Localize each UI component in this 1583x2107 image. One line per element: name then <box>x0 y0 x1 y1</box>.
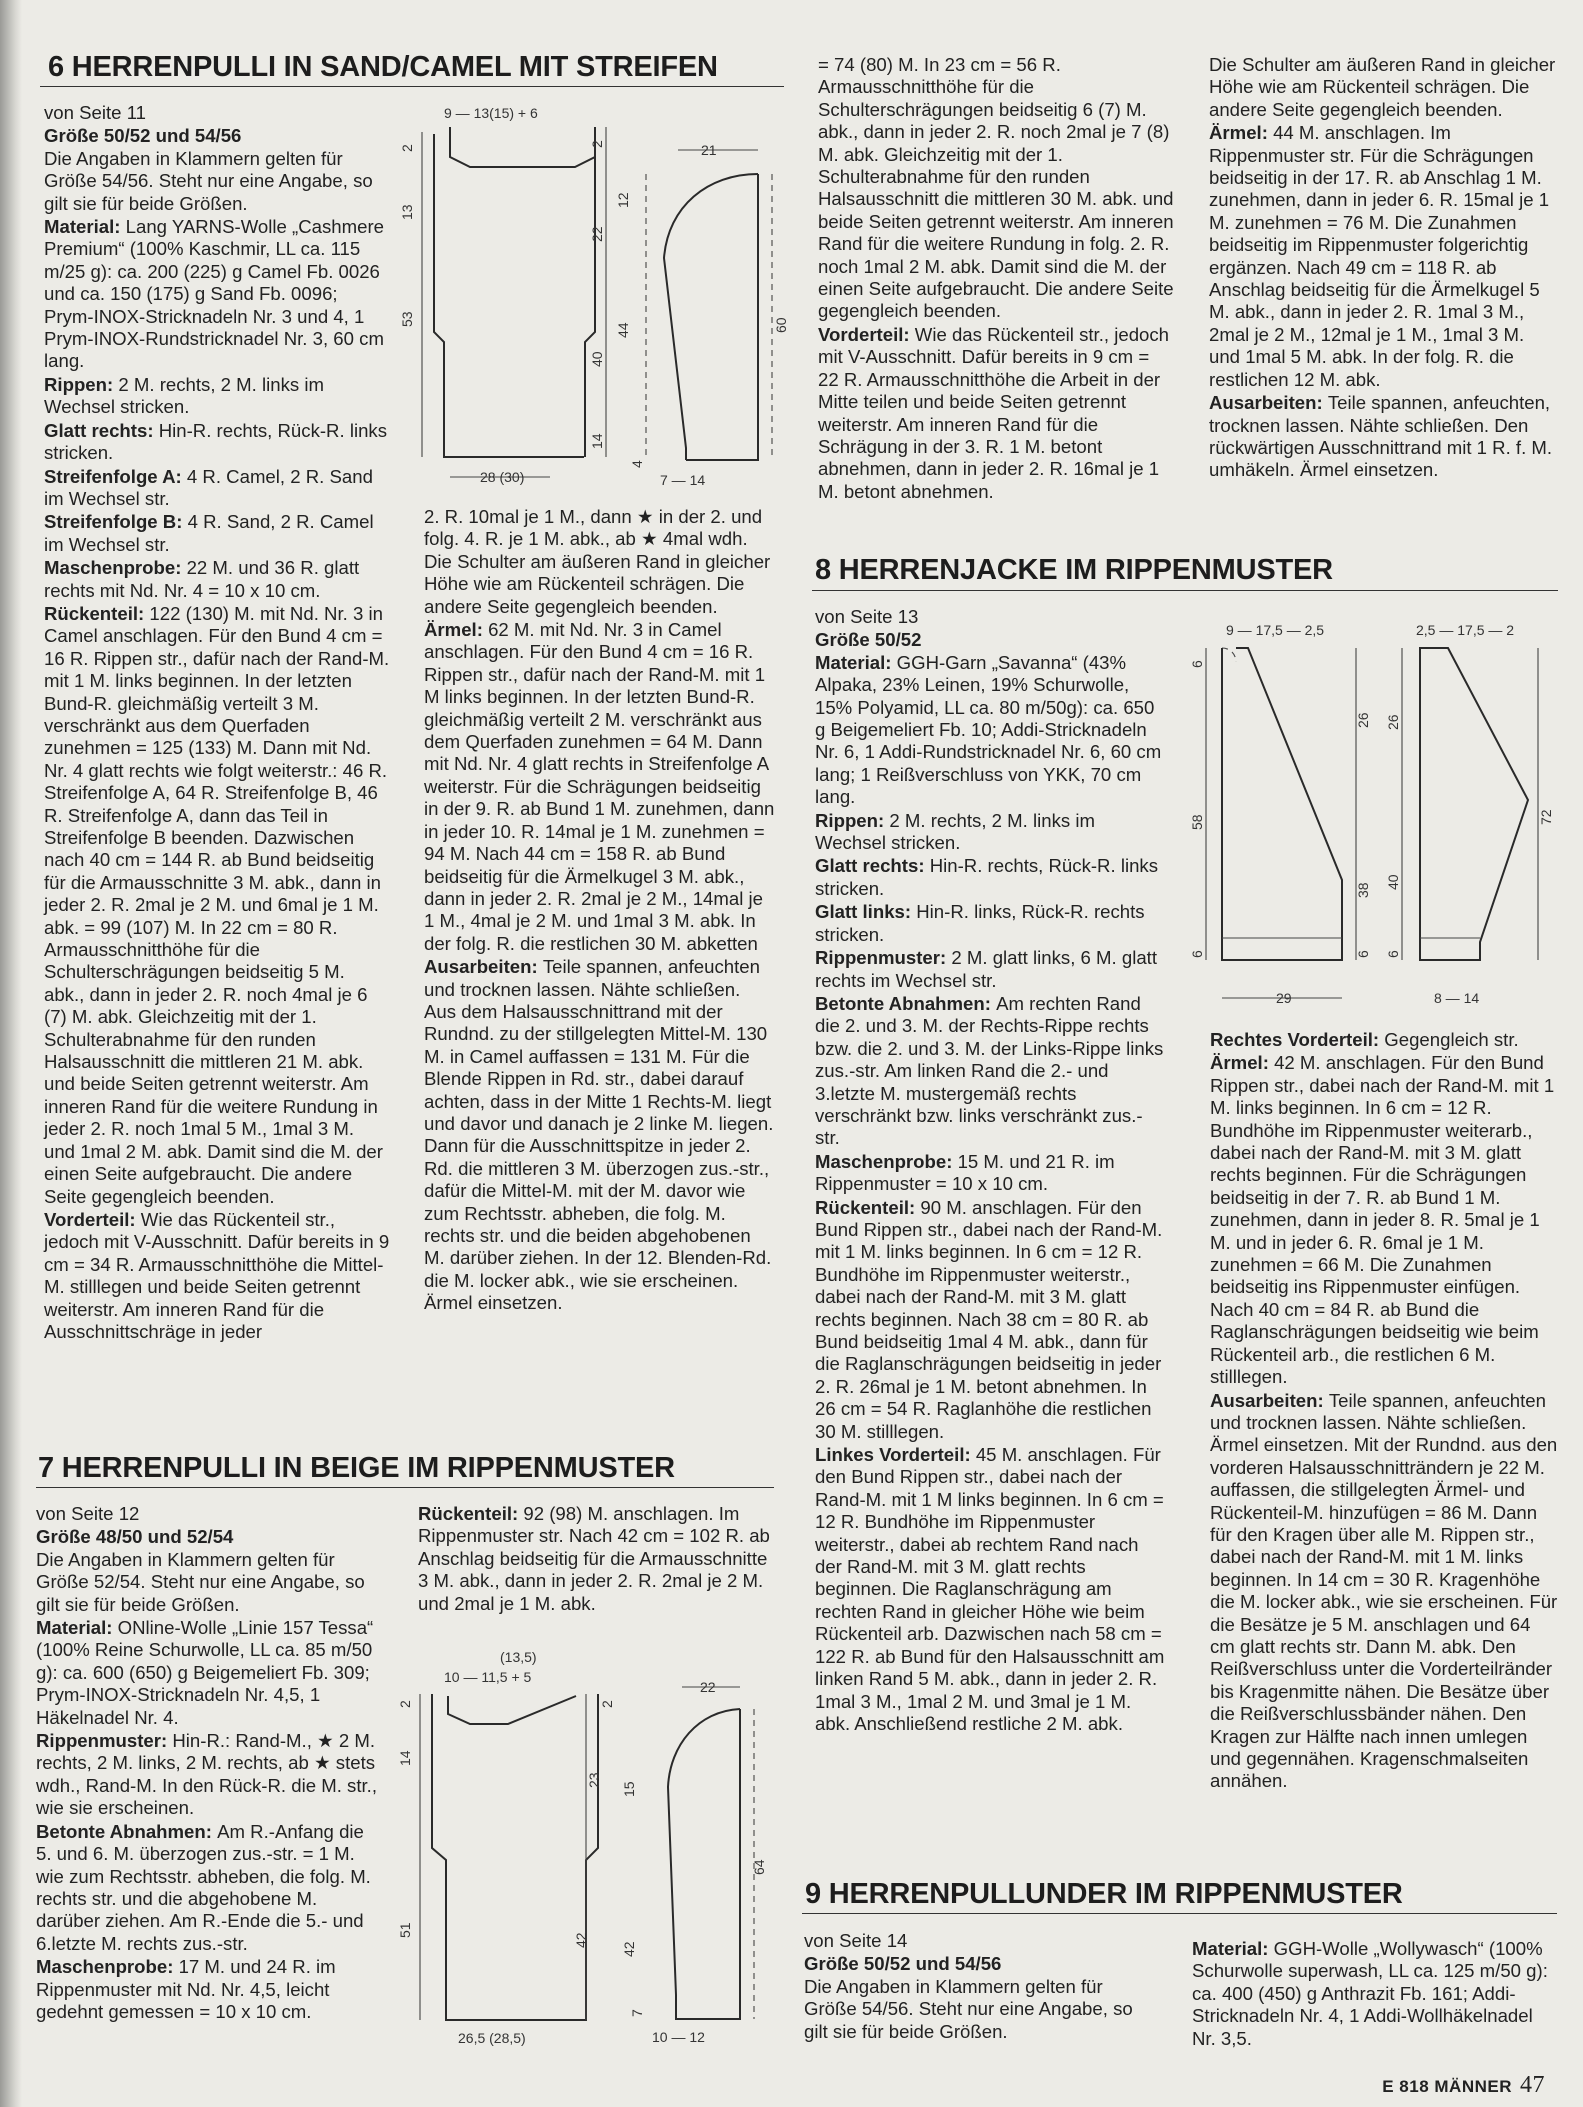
paragraph-heading: Material: <box>44 216 126 238</box>
paragraph-text: Die Angaben in Klammern gelten für Größe 54/56. Steht nur eine Angabe, so gilt sie für beide Größen. <box>804 1975 1133 2042</box>
section-9-col-1 <box>804 1930 1154 2043</box>
section-9-col-2 <box>1192 1938 1550 2050</box>
paragraph <box>36 1617 381 1729</box>
paragraph <box>815 901 1165 946</box>
neckline <box>450 127 595 167</box>
section-8-col-2 <box>1210 1029 1558 1793</box>
section-6-col-1-text <box>44 148 390 1344</box>
section-6-sleeve-diagram <box>615 138 798 493</box>
paragraph <box>815 855 1165 900</box>
paragraph-text: Teile spannen, anfeuchten und trocknen lassen. Nähte schließen. Ärmel einsetzen. Mit der Rundnd. aus den vorderen Halsausschnitträndern je 22 M. auffassen, die stillgelegten Ärmel- und Rückenteil-M. hinzufügen = 86 M. Dann für den Kragen über alle M. Rippen str., dabei nach der Rand-M. mit 1 M. links beginnen. In 14 cm = 30 R. Kragenhöhe die M. locker abk., wie sie erscheinen. Für die Besätze je 5 M. anschlagen und 64 cm glatt rechts str. Dann M. abk. Den Reißverschluss unter die Vorderteilränder bis Kragenmitte nähen. Die Besätze über die Reißverschlussbänder nähen. Den Kragen zur Hälfte nach innen umlegen und gegennähen. Kragenschmalseiten annähen. <box>1210 1389 1558 1792</box>
paragraph-text: 4 R. Camel, 2 R. Sand im Wechsel str. <box>44 465 373 509</box>
dim-left-1: 2 <box>397 1700 413 1708</box>
dim-left-2: 40 <box>1385 874 1401 890</box>
paragraph-text: Lang YARNS-Wolle „Cashmere Premium“ (100% Kaschmir, LL ca. 115 m/25 g): ca. 200 (225) g Camel Fb. 0026 und ca. 150 (175) g Sand Fb. 0096; Prym-INOX-Stricknadeln Nr. 3 und 4, 1 Prym-INOX-Rundstricknadel Nr. 3, 60 cm lang. <box>44 216 384 372</box>
paragraph-heading: Material: <box>1192 1938 1274 1959</box>
dim-right-3: 42 <box>573 1932 589 1948</box>
paragraph-heading: Rippenmuster: <box>815 947 952 969</box>
paragraph-text: Hin-R.: Rand-M., ★ 2 M. rechts, 2 M. links, 2 M. rechts, ab ★ stets wdh., Rand-M. In den Rück-R. die M. str., wie sie erscheinen. <box>36 1730 378 1819</box>
paragraph-heading: Betonte Abnahmen: <box>36 1820 218 1842</box>
paragraph <box>36 1730 381 1820</box>
dim-right: 72 <box>1538 809 1554 825</box>
section-8-rule <box>812 590 1558 591</box>
section-7-col-1 <box>36 1503 381 2023</box>
paragraph-heading: Rippen: <box>44 373 119 395</box>
paragraph-text: Die Angaben in Klammern gelten für Größe 54/56. Steht nur eine Angabe, so gilt sie für beide Größen. <box>44 147 373 214</box>
section-9-title: 9 HERRENPULLUNDER IM RIPPENMUSTER <box>805 1878 1403 1910</box>
outline-right <box>585 127 595 457</box>
paragraph-text: ONline-Wolle „Linie 157 Tessa“ (100% Reine Schurwolle, LL ca. 85 m/50 g): ca. 600 (650) g Beigemeliert Fb. 309; Prym-INOX-Stricknadeln Nr. 4,5, 1 Häkelnadel Nr. 4. <box>36 1617 374 1728</box>
dim-right-2: 44 <box>615 322 631 338</box>
paragraph-text: 17 M. und 24 R. im Rippenmuster mit Nd. Nr. 4,5, leicht gedehnt gemessen = 10 x 10 cm. <box>36 1956 336 2022</box>
paragraph-text: Hin-R. rechts, Rück-R. links stricken. <box>815 855 1159 899</box>
dim-width: 28 (30) <box>480 469 525 485</box>
dim-top: 2,5 — 17,5 — 2 <box>1416 622 1515 638</box>
outline <box>1222 648 1342 960</box>
paragraph-text: 62 M. mit Nd. Nr. 3 in Camel anschlagen. Für den Bund 4 cm = 16 R. Rippen str., dafür nach der Rand-M. mit 1 M links beginnen. In der letzten Bund-R. gleichmäßig verteilt 2 M. verschränkt aus dem Querfaden zunehmen = 64 M. Dann mit Nd. Nr. 4 glatt rechts in Streifenfolge A weiterstr. Für die Schrägungen beidseitig in der 9. R. ab Bund 1 M. zunehmen, dann in jeder 10. R. 14mal je 1 M. zunehmen = 94 M. Nach 44 cm = 158 R. ab Bund beidseitig für die Ärmelkugel 3 M. abk., dann in jeder 2. R. 2mal je 2 M., 14mal je 1 M., 4mal je 2 M. und 1mal 3 M. abk. In der folg. R. die restlichen 30 M. abketten <box>424 619 775 954</box>
dim-left: 4 <box>629 460 645 468</box>
paragraph-text: Teile spannen, anfeuchten, trocknen lassen. Nähte schließen. Den rückwärtigen Ausschnittrand mit 1 R. f. M. umhäkeln. Ärmel einsetzen. <box>1209 392 1553 481</box>
dim-width: 8 — 14 <box>1434 990 1480 1006</box>
paragraph-text: 4 R. Sand, 2 R. Camel im Wechsel str. <box>44 511 374 555</box>
paragraph <box>815 947 1165 992</box>
paragraph-text: Am rechten Rand die 2. und 3. M. der Rechts-Rippe rechts bzw. die 2. und 3. M. der Links-Rippe links zus.-str. Am linken Rand die 2.- und 3.letzte M. mustergemäß rechts verschränkt bzw. links verschränkt zus.-str. <box>815 992 1164 1149</box>
paragraph-heading: Glatt rechts: <box>44 419 159 441</box>
section-6-size: Größe 50/52 und 54/56 <box>44 125 242 147</box>
paragraph <box>424 506 776 618</box>
section-6-col-3 <box>818 54 1174 503</box>
paragraph-text: 45 M. anschlagen. Für den Bund Rippen str., dabei nach der Rand-M. mit 1 M links beginnen. In 6 cm = 12 R. Bundhöhe im Rippenmuster weiterstr., dabei ab rechtem Rand nach der Rand-M. mit 3 M. glatt rechts beginnen. Die Raglanschrägung am rechten Rand in gleicher Höhe wie beim Rückenteil arb. Dazwischen nach 58 cm = 122 R. ab Bund für den Halsausschnitt am linken Rand 5 M. abk., dann in jeder 2. R. 1mal 3 M., 1mal 2 M. und 3mal je 1 M. abk. Anschließend restliche 2 M. abk. <box>815 1444 1165 1734</box>
paragraph-text: Hin-R. rechts, Rück-R. links stricken. <box>44 419 388 464</box>
paragraph <box>44 511 390 556</box>
section-8-col-2-text <box>1210 1029 1558 1793</box>
paragraph-heading: Rippen: <box>815 809 890 831</box>
paragraph-text: Die Angaben in Klammern gelten für Größe 52/54. Steht nur eine Angabe, so gilt sie für beide Größen. <box>36 1548 365 1615</box>
section-6-title: 6 HERRENPULLI IN SAND/CAMEL MIT STREIFEN <box>48 51 718 83</box>
paragraph <box>36 1821 381 1955</box>
paragraph-text: 15 M. und 21 R. im Rippenmuster = 10 x 10 cm. <box>815 1150 1115 1195</box>
paragraph <box>424 619 776 955</box>
neck-curve <box>1222 648 1236 662</box>
dim-right-3: 40 <box>589 351 605 367</box>
section-7-col-1-text <box>36 1549 381 2024</box>
dim-left-3: 51 <box>397 1922 413 1938</box>
section-9-source: von Seite 14 <box>804 1930 908 1951</box>
paragraph <box>44 374 390 419</box>
paragraph-text: 42 M. anschlagen. Für den Bund Rippen str., dabei nach der Rand-M. mit 1 M. links beginnen. In 6 cm = 12 R. Bundhöhe im Rippenmuster weiterarb., dabei nach der Rand-M. mit 3 M. glatt rechts beginnen. Für die Schrägungen beidseitig in der 7. R. ab Bund 1 M. zunehmen, dann in jeder 8. R. 5mal je 1 M. und in jeder 6. R. 6mal je 1 M. zunehmen = 66 M. Die Zunahmen beidseitig ins Rippenmuster einfügen. Nach 40 cm = 84 R. ab Bund die Raglanschrägungen beidseitig wie beim Rückenteil arb., die restlichen 6 M. stilllegen. <box>1210 1052 1555 1388</box>
sleeve-right <box>686 174 758 460</box>
paragraph <box>1210 1029 1558 1051</box>
dim-top: 9 — 17,5 — 2,5 <box>1226 622 1325 638</box>
paragraph <box>804 1976 1154 2043</box>
section-6-col-2 <box>424 506 776 1315</box>
dim-right-2: 23 <box>586 1772 602 1788</box>
paragraph <box>36 1549 381 1616</box>
paragraph <box>44 557 390 602</box>
outline-left <box>434 134 584 457</box>
paragraph-text: 90 M. anschlagen. Für den Bund Rippen str., dabei nach der Rand-M. mit 1 M. links beginnen. In 6 cm = 12 R. Bundhöhe im Rippenmuster weiterstr., dabei nach der Rand-M. mit 3 M. glatt rechts beginnen. Nach 38 cm = 80 R. ab Bund beidseitig 1mal 4 M. abk., dann für die Raglanschrägungen beidseitig in jeder 2. R. 26mal je 1 M. betont abnehmen. In 26 cm = 54 R. Raglanhöhe die restlichen 30 M. stilllegen. <box>815 1196 1163 1442</box>
section-7-source: von Seite 12 <box>36 1503 140 1524</box>
section-7-title: 7 HERRENPULLI IN BEIGE IM RIPPENMUSTER <box>38 1452 675 1484</box>
paragraph-text: 122 (130) M. mit Nd. Nr. 3 in Camel anschlagen. Für den Bund 4 cm = 16 R. Rippen str., dafür nach der Rand-M. mit 1 M. links beginnen. In der letzten Bund-R. gleichmäßig verteilt 3 M. verschränkt aus dem Querfaden zunehmen = 125 (133) M. Dann mit Nd. Nr. 4 glatt rechts wie folgt weiterstr.: 46 R. Streifenfolge A, 64 R. Streifenfolge B, 46 R. Streifenfolge A, dann das Teil in Streifenfolge B beenden. Dazwischen nach 40 cm = 144 R. ab Bund beidseitig für die Armausschnitte 3 M. abk., dann in jeder 2. R. 2mal je 2 M. und 6mal je 1 M. abk. = 99 (107) M. In 22 cm = 80 R. Armausschnitthöhe für die Schulterschrägungen beidseitig 5 M. abk., dann in jeder 2. R. noch 4mal je 6 (7) M. abk. Gleichzeitig mit der 1. Schulterabnahme für den runden Halsausschnitt die mittleren 21 M. abk. und beide Seiten getrennt weiterstr. Am inneren Rand für die weitere Rundung in jeder 2. R. noch 1mal 5 M., 1mal 3 M. und 1mal 2 M. abk. Damit sind die M. der einen Seite aufgebraucht. Die andere Seite gegengleich beenden. <box>44 602 390 1207</box>
paragraph-heading: Rückenteil: <box>44 602 150 624</box>
paragraph <box>818 54 1174 323</box>
outline <box>668 1709 740 2019</box>
section-7-sleeve-diagram <box>622 1675 782 2047</box>
paragraph-heading: Maschenprobe: <box>36 1956 179 1978</box>
dim-left: 7 <box>629 2009 645 2017</box>
paragraph <box>815 652 1165 809</box>
section-8-back-diagram <box>1189 620 1371 1015</box>
paragraph-heading: Linkes Vorderteil: <box>815 1444 976 1466</box>
paragraph <box>1209 392 1559 482</box>
dim-right-1: 15 <box>621 1781 637 1797</box>
paragraph-heading: Ärmel: <box>1210 1052 1275 1074</box>
section-6-col-4-text <box>1209 54 1559 482</box>
paragraph-heading: Glatt rechts: <box>815 855 930 877</box>
paragraph-heading: Ausarbeiten: <box>424 956 543 978</box>
section-6-col-1 <box>44 102 390 1343</box>
paragraph-heading: Maschenprobe: <box>44 557 187 579</box>
page-footer <box>1382 2072 1545 2099</box>
dim-left-1: 26 <box>1385 714 1401 730</box>
paragraph <box>815 1197 1165 1443</box>
section-6-col-2-text <box>424 506 776 1315</box>
section-7-col-2-text <box>418 1503 770 1615</box>
paragraph-text: 2 M. rechts, 2 M. links im Wechsel stricken. <box>815 809 1095 854</box>
section-9-rule <box>802 1913 1557 1914</box>
section-6-source: von Seite 11 <box>44 102 146 123</box>
page-number: 47 <box>1520 2072 1545 2098</box>
dim-left-3: 6 <box>1385 950 1401 958</box>
paragraph <box>815 1444 1165 1735</box>
section-8-source: von Seite 13 <box>815 606 919 627</box>
dim-width: 26,5 (28,5) <box>458 2030 526 2046</box>
dim-top-2: 10 — 11,5 + 5 <box>444 1669 532 1685</box>
paragraph-text: Hin-R. links, Rück-R. rechts stricken. <box>815 901 1145 945</box>
paragraph-text: GGH-Garn „Savanna“ (43% Alpaka, 23% Leinen, 19% Schurwolle, 15% Polyamid, LL ca. 80 m/50g): ca. 650 g Beigemeliert Fb. 10; Addi-Stricknadeln Nr. 6, 1 Addi-Rundstricknadel Nr. 6, 60 cm lang; 1 Reißverschluss von YKK, 70 cm lang. <box>815 651 1162 808</box>
section-8-title: 8 HERRENJACKE IM RIPPENMUSTER <box>815 554 1333 586</box>
paragraph-heading: Maschenprobe: <box>815 1150 958 1172</box>
section-8-size: Größe 50/52 <box>815 629 922 651</box>
paragraph-heading: Material: <box>815 651 897 673</box>
neckline <box>448 1696 576 1724</box>
dim-left-1: 6 <box>1189 660 1205 668</box>
dim-left-2: 13 <box>399 204 415 220</box>
outline <box>1420 648 1528 960</box>
dim-width: 7 — 14 <box>660 472 706 488</box>
paragraph <box>36 1956 381 2023</box>
section-7-back-diagram <box>397 1648 615 2046</box>
paragraph <box>44 216 390 373</box>
paragraph-text: Am R.-Anfang die 5. und 6. M. überzogen zus.-str. = 1 M. wie zum Rechtsstr. abheben, die folg. M. rechts str. und die abgehobene M. darüber ziehen. Am R.-Ende die 5.- und 6.letzte M. rechts zus.-str. <box>36 1820 371 1954</box>
paragraph <box>1210 1052 1558 1388</box>
paragraph <box>44 466 390 511</box>
issue-label: E 818 MÄNNER <box>1382 2077 1512 2096</box>
dim-right-2: 22 <box>589 226 605 242</box>
paragraph <box>44 148 390 215</box>
dim-width: 10 — 12 <box>652 2029 705 2045</box>
paragraph-heading: Streifenfolge A: <box>44 465 187 487</box>
paragraph <box>1209 122 1559 391</box>
paragraph-heading: Rückenteil: <box>815 1196 921 1218</box>
paragraph-text: Wie das Rückenteil str., jedoch mit V-Ausschnitt. Dafür bereits in 9 cm = 34 R. Armausschnitthöhe die Mittel-M. stilllegen und beide Seiten getrennt weiterstr. Am inneren Rand für die Ausschnittschräge in jeder <box>44 1208 390 1342</box>
paragraph-text: 2 M. glatt links, 6 M. glatt rechts im Wechsel str. <box>815 947 1158 991</box>
paragraph <box>44 1209 390 1343</box>
dim-right-3: 60 <box>773 317 789 333</box>
paragraph <box>424 956 776 1315</box>
paragraph-heading: Ausarbeiten: <box>1209 392 1328 414</box>
paragraph-text: Gegengleich str. <box>1384 1029 1519 1050</box>
paragraph <box>418 1503 770 1615</box>
sleeve-cap-left <box>664 174 758 460</box>
dim-right-4: 14 <box>589 433 605 449</box>
paragraph <box>44 603 390 1208</box>
section-6-rule <box>40 86 784 87</box>
paragraph-heading: Glatt links: <box>815 901 917 923</box>
page-binding-edge <box>0 0 22 2107</box>
paragraph-heading: Ärmel: <box>424 619 489 641</box>
section-7-col-2 <box>418 1503 770 1615</box>
paragraph-heading: Betonte Abnahmen: <box>815 992 997 1014</box>
dim-right-3: 64 <box>751 1859 767 1875</box>
section-8-sleeve-diagram <box>1385 620 1558 1015</box>
section-7-rule <box>36 1487 774 1488</box>
dim-right-3: 6 <box>1355 950 1371 958</box>
dim-right-1: 2 <box>589 140 605 148</box>
dim-left-2: 58 <box>1189 814 1205 830</box>
dim-top-1: (13,5) <box>500 1649 537 1665</box>
paragraph-text: 2 M. rechts, 2 M. links im Wechsel stricken. <box>44 373 324 418</box>
section-9-size: Größe 50/52 und 54/56 <box>804 1953 1002 1975</box>
paragraph-heading: Rippenmuster: <box>36 1730 173 1752</box>
paragraph-text: 22 M. und 36 R. glatt rechts mit Nd. Nr. 4 = 10 x 10 cm. <box>44 557 360 601</box>
paragraph-text: = 74 (80) M. In 23 cm = 56 R. Armausschnitthöhe für die Schulterschrägungen beidseitig 6 (7) M. abk., dann in jeder 2. R. noch 2mal je 7 (8) M. abk. Gleichzeitig mit der 1. Schulterabnahme für den runden Halsausschnitt die mittleren 30 M. abk. und beide Seiten getrennt weiterstr. Am inneren Rand für die weitere Rundung in folg. 2. R. noch 1mal 2 M. abk. Damit sind die M. der einen Seite aufgebraucht. Die andere Seite gegengleich beenden. <box>818 54 1174 322</box>
paragraph-heading: Ausarbeiten: <box>1210 1389 1329 1411</box>
section-9-col-1-text <box>804 1976 1154 2043</box>
dim-left-3: 6 <box>1189 950 1205 958</box>
section-9-col-2-text <box>1192 1938 1550 2050</box>
dim-top: 21 <box>701 142 717 158</box>
section-6-back-diagram <box>399 102 610 492</box>
paragraph-heading: Vorderteil: <box>44 1208 141 1230</box>
paragraph-heading: Streifenfolge B: <box>44 511 188 533</box>
section-8-col-1 <box>815 606 1165 1735</box>
dim-left-3: 53 <box>399 311 415 327</box>
paragraph-heading: Vorderteil: <box>818 323 915 345</box>
paragraph <box>818 324 1174 503</box>
outline <box>432 1694 598 2020</box>
paragraph-text: 44 M. anschlagen. Im Rippenmuster str. Für die Schrägungen beidseitig in der 17. R. ab Anschlag 1 M. zunehmen, dann in jeder 6. R. 15mal je 1 M. zunehmen = 76 M. Die Zunahmen beidseitig im Rippenmuster folgerichtig ergänzen. Nach 49 cm = 118 R. ab Anschlag beidseitig für die Ärmelkugel 5 M. abk., dann in jeder 2. R. 1mal 3 M., 2mal je 2 M., 12mal je 1 M., 1mal 3 M. und 1mal 5 M. abk. In der folg. R. die restlichen 12 M. abk. <box>1209 122 1550 390</box>
dim-right-2: 42 <box>621 1941 637 1957</box>
paragraph <box>815 1151 1165 1196</box>
dim-right-1: 2 <box>599 1700 615 1708</box>
paragraph-text: 2. R. 10mal je 1 M., dann ★ in der 2. und folg. 4. R. je 1 M. abk., ab ★ 4mal wdh. Die Schulter am äußeren Rand in gleicher Höhe wie am Rückenteil schrägen. Die andere Seite gegengleich beenden. <box>424 506 771 617</box>
paragraph <box>815 810 1165 855</box>
dim-right-1: 12 <box>615 192 631 208</box>
dim-top: 9 — 13(15) + 6 <box>444 105 538 121</box>
dim-right-2: 38 <box>1355 882 1371 898</box>
section-7-size: Größe 48/50 und 52/54 <box>36 1526 234 1548</box>
paragraph <box>1209 54 1559 121</box>
paragraph-text: Wie das Rückenteil str., jedoch mit V-Ausschnitt. Dafür bereits in 9 cm = 22 R. Armausschnitthöhe die Arbeit in der Mitte teilen und beide Seiten getrennt weiterstr. Am inneren Rand für die Schrägung in der 3. R. 1 M. betont abnehmen, dann in jeder 2. R. 16mal je 1 M. betont abnehmen. <box>818 323 1170 502</box>
paragraph-heading: Rechtes Vorderteil: <box>1210 1029 1385 1050</box>
dim-right-1: 26 <box>1355 712 1371 728</box>
section-6-col-4 <box>1209 54 1559 482</box>
paragraph-text: GGH-Wolle „Wollywasch“ (100% Schurwolle superwash, LL ca. 125 m/50 g): ca. 400 (450) g Anthrazit Fb. 161; Addi-Stricknadeln Nr. 4, 1 Addi-Wollhäkelnadel Nr. 3,5. <box>1192 1938 1548 2049</box>
dim-left-2: 14 <box>397 1750 413 1766</box>
paragraph <box>44 420 390 465</box>
paragraph-text: Teile spannen, anfeuchten und trocknen lassen. Nähte schließen. Aus dem Halsausschnittrand mit der Rundnd. zu der stillgelegten Mittel-M. 130 M. in Camel auffassen = 131 M. Für die Blende Rippen in Rd. str., dabei darauf achten, dass in der Mitte 1 Rechts-M. liegt und davor und danach je 2 linke M. liegen. Dann für die Ausschnittspitze in jeder 2. Rd. die mittleren 3 M. überzogen zus.-str., dafür die Mittel-M. mit der M. davor wie zum Rechtsstr. abheben, die folg. M. rechts str. und die beiden abgehobenen M. darüber ziehen. In der 12. Blenden-Rd. die M. locker abk., wie sie erscheinen. Ärmel einsetzen. <box>424 956 774 1314</box>
paragraph <box>815 993 1165 1150</box>
section-8-col-1-text <box>815 652 1165 1736</box>
paragraph <box>1192 1938 1550 2050</box>
dim-width: 29 <box>1276 990 1292 1006</box>
section-6-col-3-text <box>818 54 1174 503</box>
paragraph-text: 92 (98) M. anschlagen. Im Rippenmuster str. Nach 42 cm = 102 R. ab Anschlag beidseitig für die Armausschnitte 3 M. abk., dann in jeder 2. R. 2mal je 2 M. und 2mal je 1 M. abk. <box>418 1503 770 1614</box>
paragraph-text: Die Schulter am äußeren Rand in gleicher Höhe wie am Rückenteil schrägen. Die andere Seite gegengleich beenden. <box>1209 54 1556 120</box>
paragraph-heading: Ärmel: <box>1209 122 1274 144</box>
paragraph-heading: Rückenteil: <box>418 1503 524 1524</box>
dim-left-1: 2 <box>399 144 415 152</box>
paragraph-heading: Material: <box>36 1617 118 1639</box>
dim-top: 22 <box>700 1679 716 1695</box>
paragraph <box>1210 1390 1558 1793</box>
